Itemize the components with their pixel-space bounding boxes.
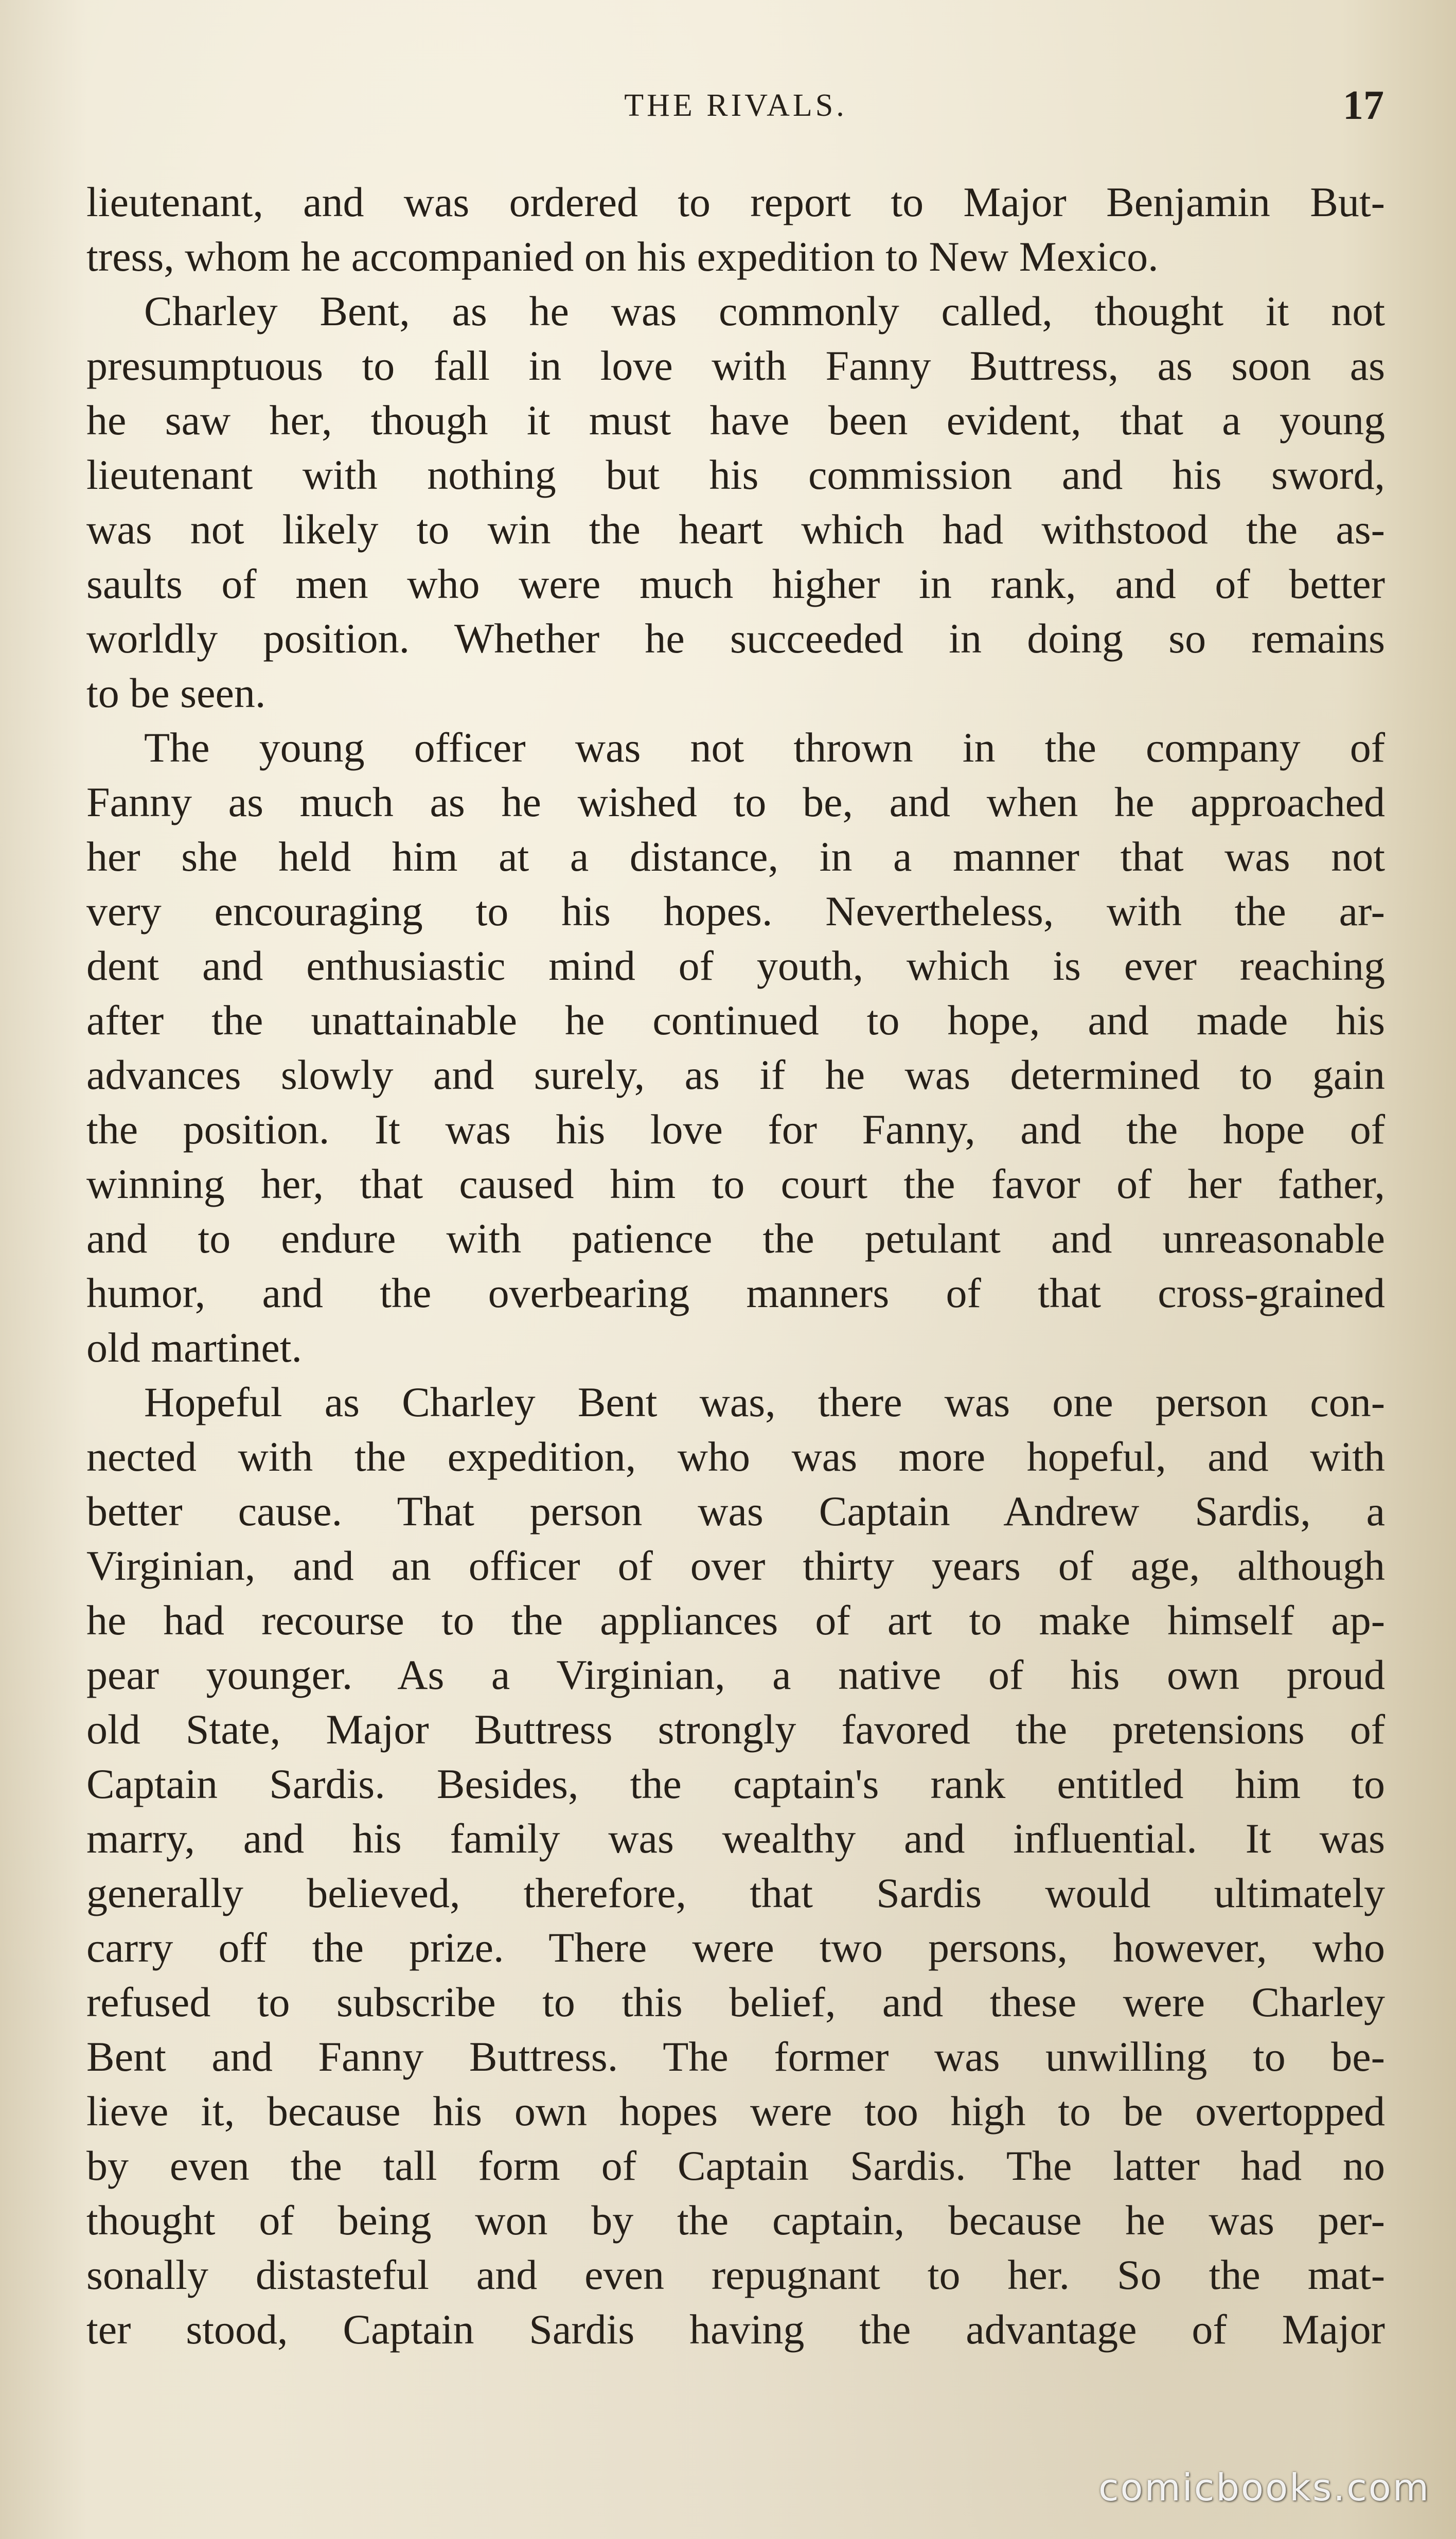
- text-line: presumptuous to fall in love with Fanny Buttress, as soon as: [86, 342, 1385, 389]
- text-line: was not likely to win the heart which had withstood the as-: [86, 506, 1385, 553]
- text-line: Captain Sardis. Besides, the captain's rank entitled him to: [86, 1760, 1385, 1807]
- text-line: Hopeful as Charley Bent was, there was one person con-: [144, 1379, 1385, 1425]
- text-line: nected with the expedition, who was more hopeful, and with: [86, 1433, 1385, 1480]
- page-number: 17: [1343, 83, 1384, 128]
- text-line: by even the tall form of Captain Sardis. The latter had no: [86, 2142, 1385, 2189]
- text-line: saults of men who were much higher in rank, and of better: [86, 560, 1385, 607]
- text-line: tress, whom he accompanied on his expedition to New Mexico.: [86, 233, 1159, 280]
- text-line: generally believed, therefore, that Sardis would ultimately: [86, 1870, 1385, 1916]
- text-line: after the unattainable he continued to hope, and made his: [86, 997, 1385, 1044]
- chapter-title: THE RIVALS.: [624, 88, 847, 123]
- text-line: ter stood, Captain Sardis having the advantage of Major: [86, 2306, 1385, 2353]
- text-line: Fanny as much as he wished to be, and when he approached: [86, 779, 1385, 825]
- text-line: refused to subscribe to this belief, and these were Charley: [86, 1979, 1385, 2025]
- text-line: pear younger. As a Virginian, a native of his own proud: [86, 1651, 1385, 1698]
- text-line: her she held him at a distance, in a manner that was not: [86, 833, 1385, 880]
- text-line: very encouraging to his hopes. Nevertheless, with the ar-: [86, 888, 1385, 935]
- text-line: thought of being won by the captain, because he was per-: [86, 2197, 1385, 2244]
- text-line: marry, and his family was wealthy and influential. It was: [86, 1815, 1385, 1862]
- text-line: The young officer was not thrown in the company of: [144, 724, 1385, 771]
- text-line: old martinet.: [86, 1324, 303, 1371]
- running-head: [87, 77, 1384, 134]
- text-line: Bent and Fanny Buttress. The former was unwilling to be-: [86, 2033, 1385, 2080]
- text-line: worldly position. Whether he succeeded in doing so remains: [86, 615, 1385, 662]
- text-line: winning her, that caused him to court the favor of her father,: [86, 1160, 1385, 1207]
- text-line: the position. It was his love for Fanny, and the hope of: [86, 1106, 1385, 1153]
- text-line: lieutenant with nothing but his commission and his sword,: [86, 451, 1385, 498]
- text-line: he had recourse to the appliances of art to make himself ap-: [86, 1597, 1385, 1644]
- text-line: lieutenant, and was ordered to report to Major Benjamin But-: [86, 179, 1385, 225]
- text-line: lieve it, because his own hopes were too high to be overtopped: [86, 2088, 1385, 2135]
- text-line: advances slowly and surely, as if he was determined to gain: [86, 1051, 1385, 1098]
- text-line: better cause. That person was Captain Andrew Sardis, a: [86, 1488, 1385, 1535]
- text-line: dent and enthusiastic mind of youth, which is ever reaching: [86, 942, 1385, 989]
- text-line: Virginian, and an officer of over thirty years of age, although: [86, 1542, 1385, 1589]
- body-text: [86, 175, 1385, 2357]
- text-line: to be seen.: [86, 669, 266, 716]
- text-line: and to endure with patience the petulant and unreasonable: [86, 1215, 1385, 1262]
- text-line: sonally distasteful and even repugnant to her. So the mat-: [86, 2251, 1385, 2298]
- text-line: he saw her, though it must have been evident, that a young: [86, 397, 1385, 444]
- watermark: comicbooks.com: [1098, 2466, 1430, 2509]
- text-line: old State, Major Buttress strongly favored the pretensions of: [86, 1706, 1385, 1753]
- text-line: Charley Bent, as he was commonly called, thought it not: [144, 288, 1385, 334]
- text-line: humor, and the overbearing manners of that cross-grained: [86, 1270, 1385, 1316]
- text-line: carry off the prize. There were two persons, however, who: [86, 1924, 1385, 1971]
